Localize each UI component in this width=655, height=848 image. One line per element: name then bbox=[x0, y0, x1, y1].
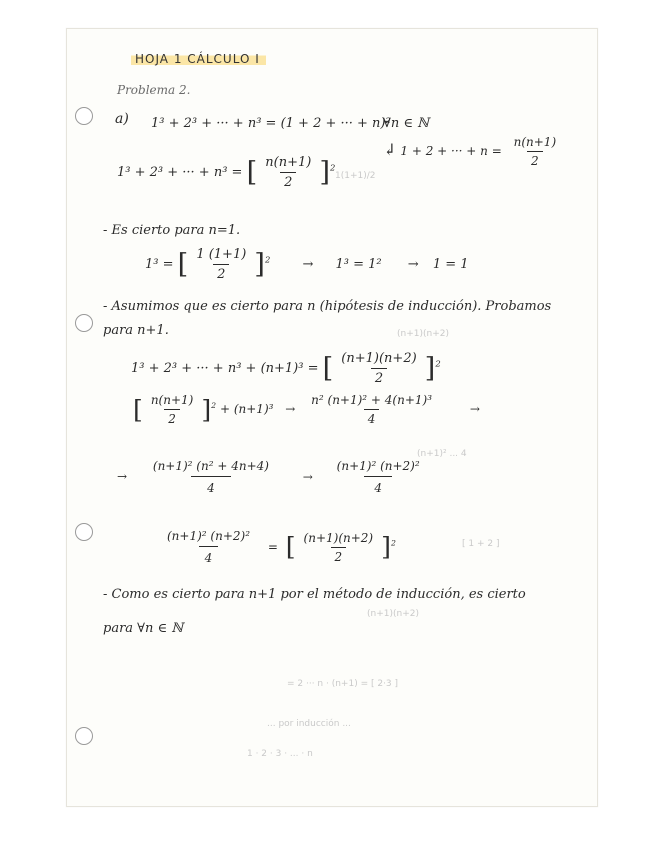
fraction-denominator: 2 bbox=[371, 368, 387, 386]
conclusion-line2: para ∀n ∈ ℕ bbox=[103, 621, 184, 636]
bleed-through-text: 1(1+1)/2 bbox=[335, 171, 376, 181]
arrow: → bbox=[117, 469, 128, 484]
exponent: 2 bbox=[390, 538, 396, 548]
induction-text-line2: para n+1. bbox=[103, 323, 169, 338]
induction-text-line1: - Asumimos que es cierto para n (hipótesis de inducción). Probamos bbox=[103, 299, 552, 314]
bleed-through-text: [ 1 + 2 ] bbox=[462, 539, 500, 549]
punch-hole bbox=[75, 314, 93, 332]
base-case-equation: 1³ = [ $\frac{1 (1+1)}{2}$ ]$^2$ → 1³ = 1² → 1 = 1 bbox=[145, 247, 469, 282]
restated-fraction bbox=[261, 155, 315, 190]
fraction-numerator: n(n+1) bbox=[513, 135, 557, 149]
punch-hole bbox=[75, 727, 93, 745]
page-title: HOJA 1 CÁLCULO I bbox=[131, 51, 266, 66]
induction-equation-3 bbox=[117, 459, 434, 495]
eq2-plus-term: + (n+1)³ bbox=[219, 402, 274, 416]
fraction-numerator: n(n+1) bbox=[150, 393, 194, 407]
exponent: 2 bbox=[329, 162, 336, 173]
bleed-through-text: 1 · 2 · 3 · ... · n bbox=[247, 749, 313, 759]
arrow: → bbox=[407, 257, 419, 272]
base-fraction bbox=[192, 247, 250, 282]
eq1-lhs: 1³ + 2³ + ··· + n³ + (n+1)³ = bbox=[131, 361, 319, 376]
fraction-denominator: 4 bbox=[364, 476, 392, 495]
fraction-denominator: 2 bbox=[164, 409, 180, 426]
eq4-fraction-b bbox=[300, 531, 378, 564]
exponent: 2 bbox=[211, 401, 217, 410]
gauss-sum-text: 1 + 2 + ··· + n = bbox=[400, 144, 502, 158]
punch-hole bbox=[75, 107, 93, 125]
induction-equation-4: $\frac{\text{(n+1)² (n+2)²}}{4}$ = [ $\frac{(n+1)(n+2)}{2}$ ]$^2$ bbox=[157, 529, 396, 565]
fraction-numerator: 1 (1+1) bbox=[196, 247, 247, 262]
bleed-through-text: (n+1)(n+2) bbox=[367, 609, 419, 619]
fraction-denominator: 2 bbox=[527, 151, 543, 168]
conclusion-line1: - Como es cierto para n+1 por el método de inducción, es cierto bbox=[103, 587, 526, 602]
bleed-through-text: ... por inducción ... bbox=[267, 719, 351, 729]
eq2-fraction-a bbox=[147, 393, 198, 426]
eq1-fraction bbox=[337, 351, 420, 386]
fraction-numerator: n² (n+1)² + 4(n+1)³ bbox=[311, 393, 433, 407]
bleed-through-text: = 2 ··· n · (n+1) = [ 2·3 ] bbox=[287, 679, 399, 689]
exponent: 2 bbox=[435, 358, 441, 369]
fraction-denominator: 4 bbox=[364, 409, 380, 426]
fraction-numerator: (n+1)(n+2) bbox=[303, 530, 374, 545]
base-mid: 1³ = 1² bbox=[335, 257, 382, 272]
eq3-fraction-a bbox=[137, 459, 285, 495]
fraction-numerator: (n+1)(n+2) bbox=[341, 351, 417, 366]
problem-heading: Problema 2. bbox=[117, 83, 191, 97]
fraction-denominator: 4 bbox=[191, 476, 231, 495]
bleed-through-text: (n+1)(n+2) bbox=[397, 329, 449, 339]
fraction-denominator: 2 bbox=[280, 172, 296, 190]
bleed-through-text: (n+1)² ... 4 bbox=[417, 449, 467, 459]
part-label: a) bbox=[115, 111, 129, 127]
fraction-numerator: n(n+1) bbox=[265, 155, 312, 170]
gauss-sum-note: ↲ 1 + 2 + ··· + n = $\frac{n(n+1)}{2}$ bbox=[383, 135, 564, 168]
induction-equation-2: [ $\frac{n(n+1)}{2}$ ]$^2$ + (n+1)³ → $\frac{\text{n² (n+1)² + 4(n+1)³}}{4}$ → bbox=[133, 393, 480, 426]
base-result: 1 = 1 bbox=[432, 257, 469, 272]
base-case-text: - Es cierto para n=1. bbox=[103, 223, 241, 238]
restated-equation: 1³ + 2³ + ··· + n³ = [ $\frac{n(n+1)}{2}$ ]$^2$ bbox=[117, 155, 336, 190]
exponent: 2 bbox=[264, 254, 271, 265]
arrow: → bbox=[302, 469, 313, 484]
equals-sign: = bbox=[267, 539, 278, 554]
induction-equation-1: 1³ + 2³ + ··· + n³ + (n+1)³ = [ $\frac{(n+1)(n+2)}{2}$ ]$^2$ bbox=[131, 351, 441, 386]
arrow: → bbox=[469, 402, 480, 416]
fraction-denominator: 4 bbox=[199, 546, 219, 565]
fraction-numerator: (n+1)² (n+2)² bbox=[167, 529, 250, 543]
arrow: → bbox=[302, 257, 314, 272]
fraction-numerator: (n+1)² (n+2)² bbox=[336, 459, 420, 473]
restated-lhs: 1³ + 2³ + ··· + n³ = bbox=[117, 165, 243, 180]
punch-hole bbox=[75, 523, 93, 541]
fraction-denominator: 2 bbox=[331, 547, 347, 564]
eq2-fraction-b bbox=[307, 393, 436, 426]
fraction-numerator: (n+1)² (n² + 4n+4) bbox=[152, 459, 269, 473]
statement-equation: 1³ + 2³ + ··· + n³ = (1 + 2 + ··· + n)² bbox=[151, 116, 391, 131]
forall-naturals: ∀n ∈ ℕ bbox=[383, 116, 429, 131]
fraction-denominator: 2 bbox=[213, 264, 229, 282]
gauss-fraction bbox=[510, 135, 561, 168]
arrow: → bbox=[285, 402, 296, 416]
eq4-fraction-a bbox=[161, 529, 256, 565]
base-lhs: 1³ = bbox=[145, 257, 174, 272]
eq3-fraction-b bbox=[327, 459, 430, 495]
notebook-page bbox=[66, 28, 598, 807]
